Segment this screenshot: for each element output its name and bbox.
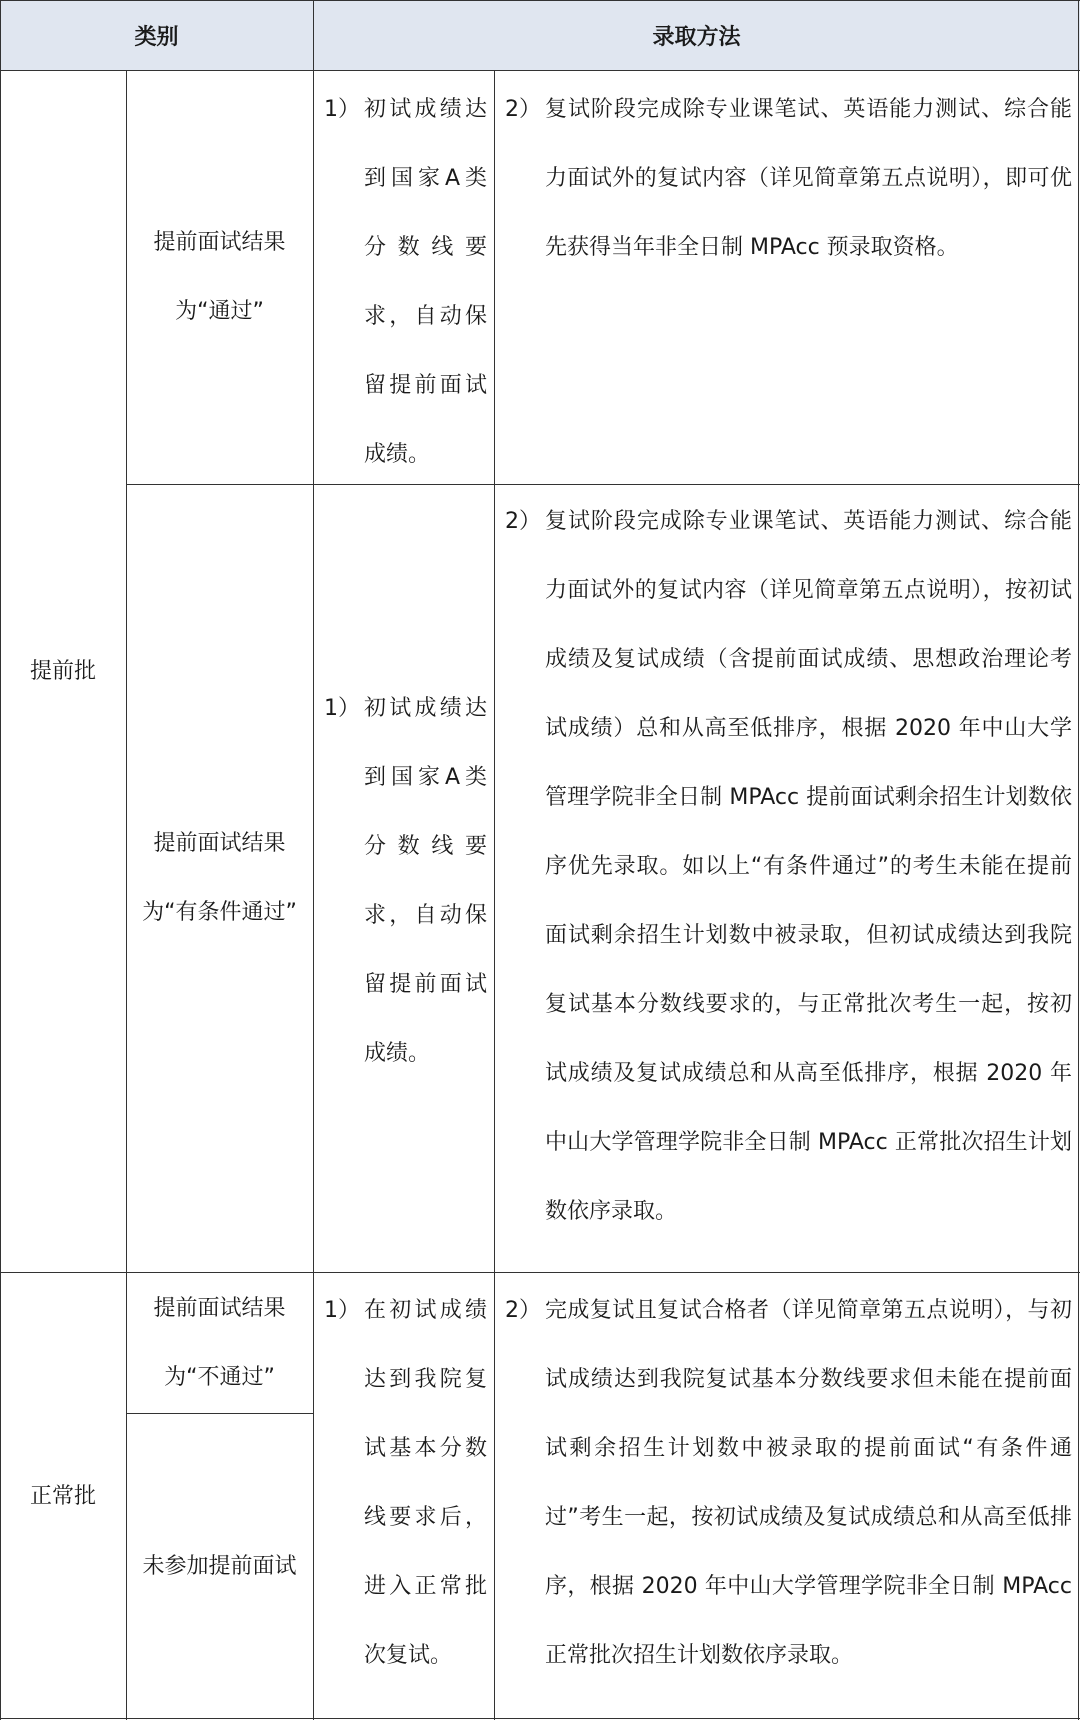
step2-conditional: 2） 复试阶段完成除专业课笔试、英语能力测试、综合能力面试外的复试内容（详见简章第五点说明），按初试成绩及复试成绩（含提前面试成绩、思想政治理论考试成绩）总和从高至低排序，根据 2020 年中山大学管理学院非全日制 MPAcc 提前面试剩余招生计划数依序优先录取。如以上“有条件通过”的考生未能在提前面试剩余招生计划数中被录取，但初试成绩达到我院复试基本分数线要求的，与正常批次考生一起，按初试成绩及复试成绩总和从高至低排序，根据 2020 年中山大学管理学院非全日制 MPAcc 正常批次招生计划数依序录取。	[505, 509, 1072, 1224]
grid-line	[0, 0, 1, 1720]
category-fail: 提前面试结果为“不通过”	[153, 1295, 286, 1390]
grid-line	[0, 1718, 1080, 1719]
grid-line	[1078, 0, 1079, 1720]
grid-line	[313, 0, 314, 1720]
step2-pass: 2） 复试阶段完成除专业课笔试、英语能力测试、综合能力面试外的复试内容（详见简章第五点说明），即可优先获得当年非全日制 MPAcc 预录取资格。	[505, 97, 1072, 260]
grid-line	[0, 0, 1080, 1]
category-pass: 提前面试结果为“通过”	[153, 230, 286, 324]
step2-regular: 2） 完成复试且复试合格者（详见简章第五点说明），与初试成绩达到我院复试基本分数线要求但未能在提前面试剩余招生计划数中被录取的提前面试“有条件通过”考生一起，按初试成绩及复试成绩总和从高至低排序，根据 2020 年中山大学管理学院非全日制 MPAcc 正常批次招生计划数依序录取。	[505, 1298, 1072, 1668]
grid-line	[494, 70, 495, 1720]
grid-line	[0, 1272, 1080, 1273]
category-conditional: 提前面试结果为“有条件通过”	[142, 831, 297, 925]
step1-pass: 1） 初试成绩达到国家A类分数线要求，自动保留提前面试成绩。	[324, 97, 487, 467]
grid-line	[0, 70, 1080, 71]
grid-line	[126, 1413, 313, 1414]
header-category: 类别	[0, 0, 313, 70]
grid-line	[126, 70, 127, 1720]
step1-regular: 1） 在初试成绩达到我院复试基本分数线要求后，进入正常批次复试。	[324, 1298, 487, 1668]
group-label-advance: 提前批	[29, 658, 96, 684]
grid-line	[126, 484, 1080, 485]
header-method: 录取方法	[313, 0, 1080, 70]
group-label-regular: 正常批	[29, 1483, 96, 1509]
step1-conditional: 1） 初试成绩达到国家A类分数线要求，自动保留提前面试成绩。	[324, 696, 487, 1066]
category-not-attended: 未参加提前面试	[142, 1554, 297, 1579]
